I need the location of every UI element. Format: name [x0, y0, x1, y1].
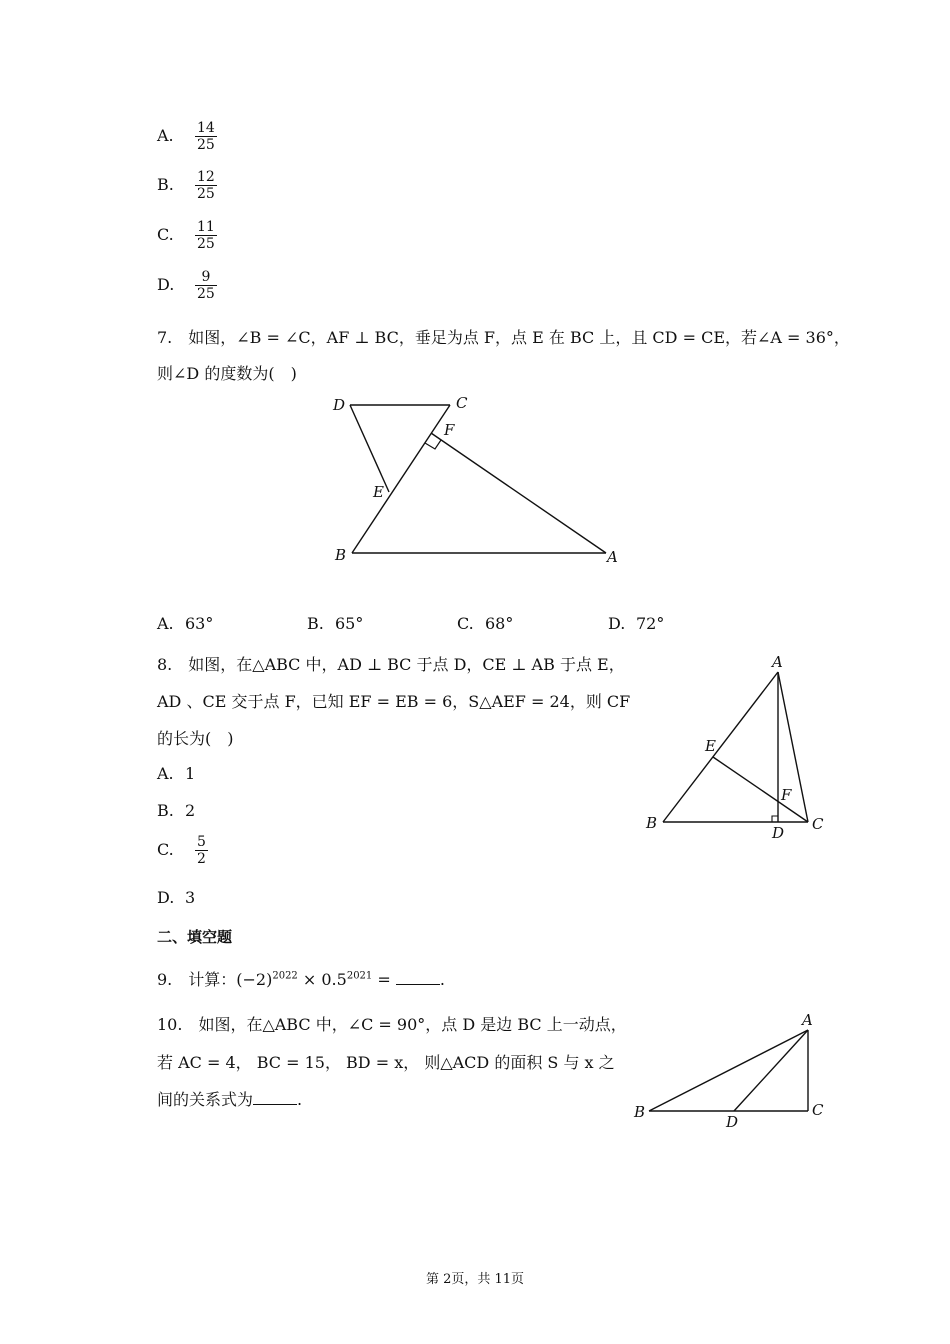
section-title: 二、填空题 [157, 928, 233, 946]
fraction [195, 219, 217, 252]
answer-blank[interactable] [396, 970, 440, 985]
q10-figure [625, 1010, 840, 1135]
q8-stem-line3: 的长为( ) [157, 729, 234, 748]
label-A: A [772, 653, 783, 671]
label-F: F [781, 786, 792, 804]
q10-stem-line2: 若 AC = 4， BC = 15， BD = x， 则△ACD 的面积 S 与 x 之 [157, 1053, 615, 1072]
q7-option-b [307, 614, 363, 633]
page-footer: 第 2页，共 11页 [425, 1272, 525, 1287]
numerator: 12 [197, 169, 215, 185]
q8-option-d [157, 888, 195, 907]
label-C: C [812, 1101, 824, 1119]
q8-stem-line2: AD 、CE 交于点 F，已知 EF = EB = 6，S△AEF = 24，则 CF [157, 692, 631, 711]
q9-stem: 9. 计算：$(-2)^{2022} \times 0.5^{2021}$ = . [157, 970, 445, 989]
option-label: C. [157, 225, 174, 245]
denominator: 25 [197, 137, 215, 154]
option-label: D. [157, 888, 175, 907]
numerator: 5 [197, 834, 206, 850]
q10-stem-line3: 间的关系式为 . [157, 1090, 303, 1109]
q7-option-a [157, 614, 213, 633]
option-label: C. [457, 614, 474, 633]
option-text: 2 [185, 801, 196, 820]
numerator: 14 [197, 120, 215, 136]
label-B: B [634, 1103, 646, 1121]
fraction [195, 834, 208, 867]
denominator: 25 [197, 286, 215, 303]
label-B: B [646, 814, 658, 832]
label-C: C [812, 815, 824, 833]
q9-tail: = [372, 970, 396, 989]
label-D: D [726, 1113, 739, 1131]
option-text: 68° [485, 614, 514, 633]
q8-figure [638, 650, 838, 845]
denominator: 2 [197, 851, 206, 868]
q9-exponent-1: 2022 [272, 970, 298, 982]
numerator: 11 [197, 219, 215, 235]
denominator: 25 [197, 186, 215, 203]
option-text: 63° [185, 614, 214, 633]
q7-option-c [457, 614, 513, 633]
q7-figure [320, 390, 640, 570]
option-text: 65° [335, 614, 364, 633]
q7-option-d [608, 614, 664, 633]
q8-option-c [157, 834, 208, 867]
label-E: E [705, 737, 716, 755]
label-A: A [802, 1011, 813, 1029]
q9-text: 9. 计算：(−2) [157, 970, 273, 989]
q8-option-a [157, 764, 195, 783]
option-label: B. [157, 175, 174, 195]
option-label: B. [307, 614, 324, 633]
label-D: D [333, 396, 346, 414]
denominator: 25 [197, 236, 215, 253]
option-label: D. [157, 275, 175, 295]
option-label: D. [608, 614, 626, 633]
numerator: 9 [201, 269, 211, 285]
q9-exponent-2: 2021 [346, 970, 373, 982]
q7-stem-line2: 则∠D 的度数为( ) [157, 364, 297, 383]
q6-option-d [157, 269, 217, 302]
q6-option-a [157, 120, 217, 153]
option-label: C. [157, 840, 174, 860]
label-A: A [607, 548, 618, 566]
answer-blank[interactable] [253, 1090, 297, 1105]
fraction [195, 169, 217, 202]
label-F: F [444, 421, 455, 439]
fraction [195, 269, 217, 302]
option-label: B. [157, 801, 174, 820]
fraction [195, 120, 217, 153]
option-label: A. [157, 126, 174, 146]
option-label: A. [157, 614, 174, 633]
option-text: 1 [185, 764, 196, 783]
option-label: A. [157, 764, 174, 783]
q7-stem-line1: 7. 如图，∠B = ∠C，AF ⊥ BC，垂足为点 F，点 E 在 BC 上，且 CD = CE，若∠A = 36°， [157, 328, 850, 347]
option-text: 72° [636, 614, 665, 633]
q10-stem-line1: 10. 如图，在△ABC 中，∠C = 90°，点 D 是边 BC 上一动点， [157, 1015, 627, 1034]
option-text: 3 [185, 888, 196, 907]
label-E: E [373, 483, 384, 501]
q6-option-b [157, 169, 217, 202]
q8-option-b [157, 801, 195, 820]
q8-stem-line1: 8. 如图，在△ABC 中，AD ⊥ BC 于点 D，CE ⊥ AB 于点 E， [157, 655, 625, 674]
label-B: B [335, 546, 347, 564]
label-D: D [772, 824, 785, 842]
q9-mid: × 0.5 [297, 970, 347, 989]
q6-option-c [157, 219, 217, 252]
q10-line3-text: 间的关系式为 [157, 1090, 254, 1109]
label-C: C [456, 394, 468, 412]
